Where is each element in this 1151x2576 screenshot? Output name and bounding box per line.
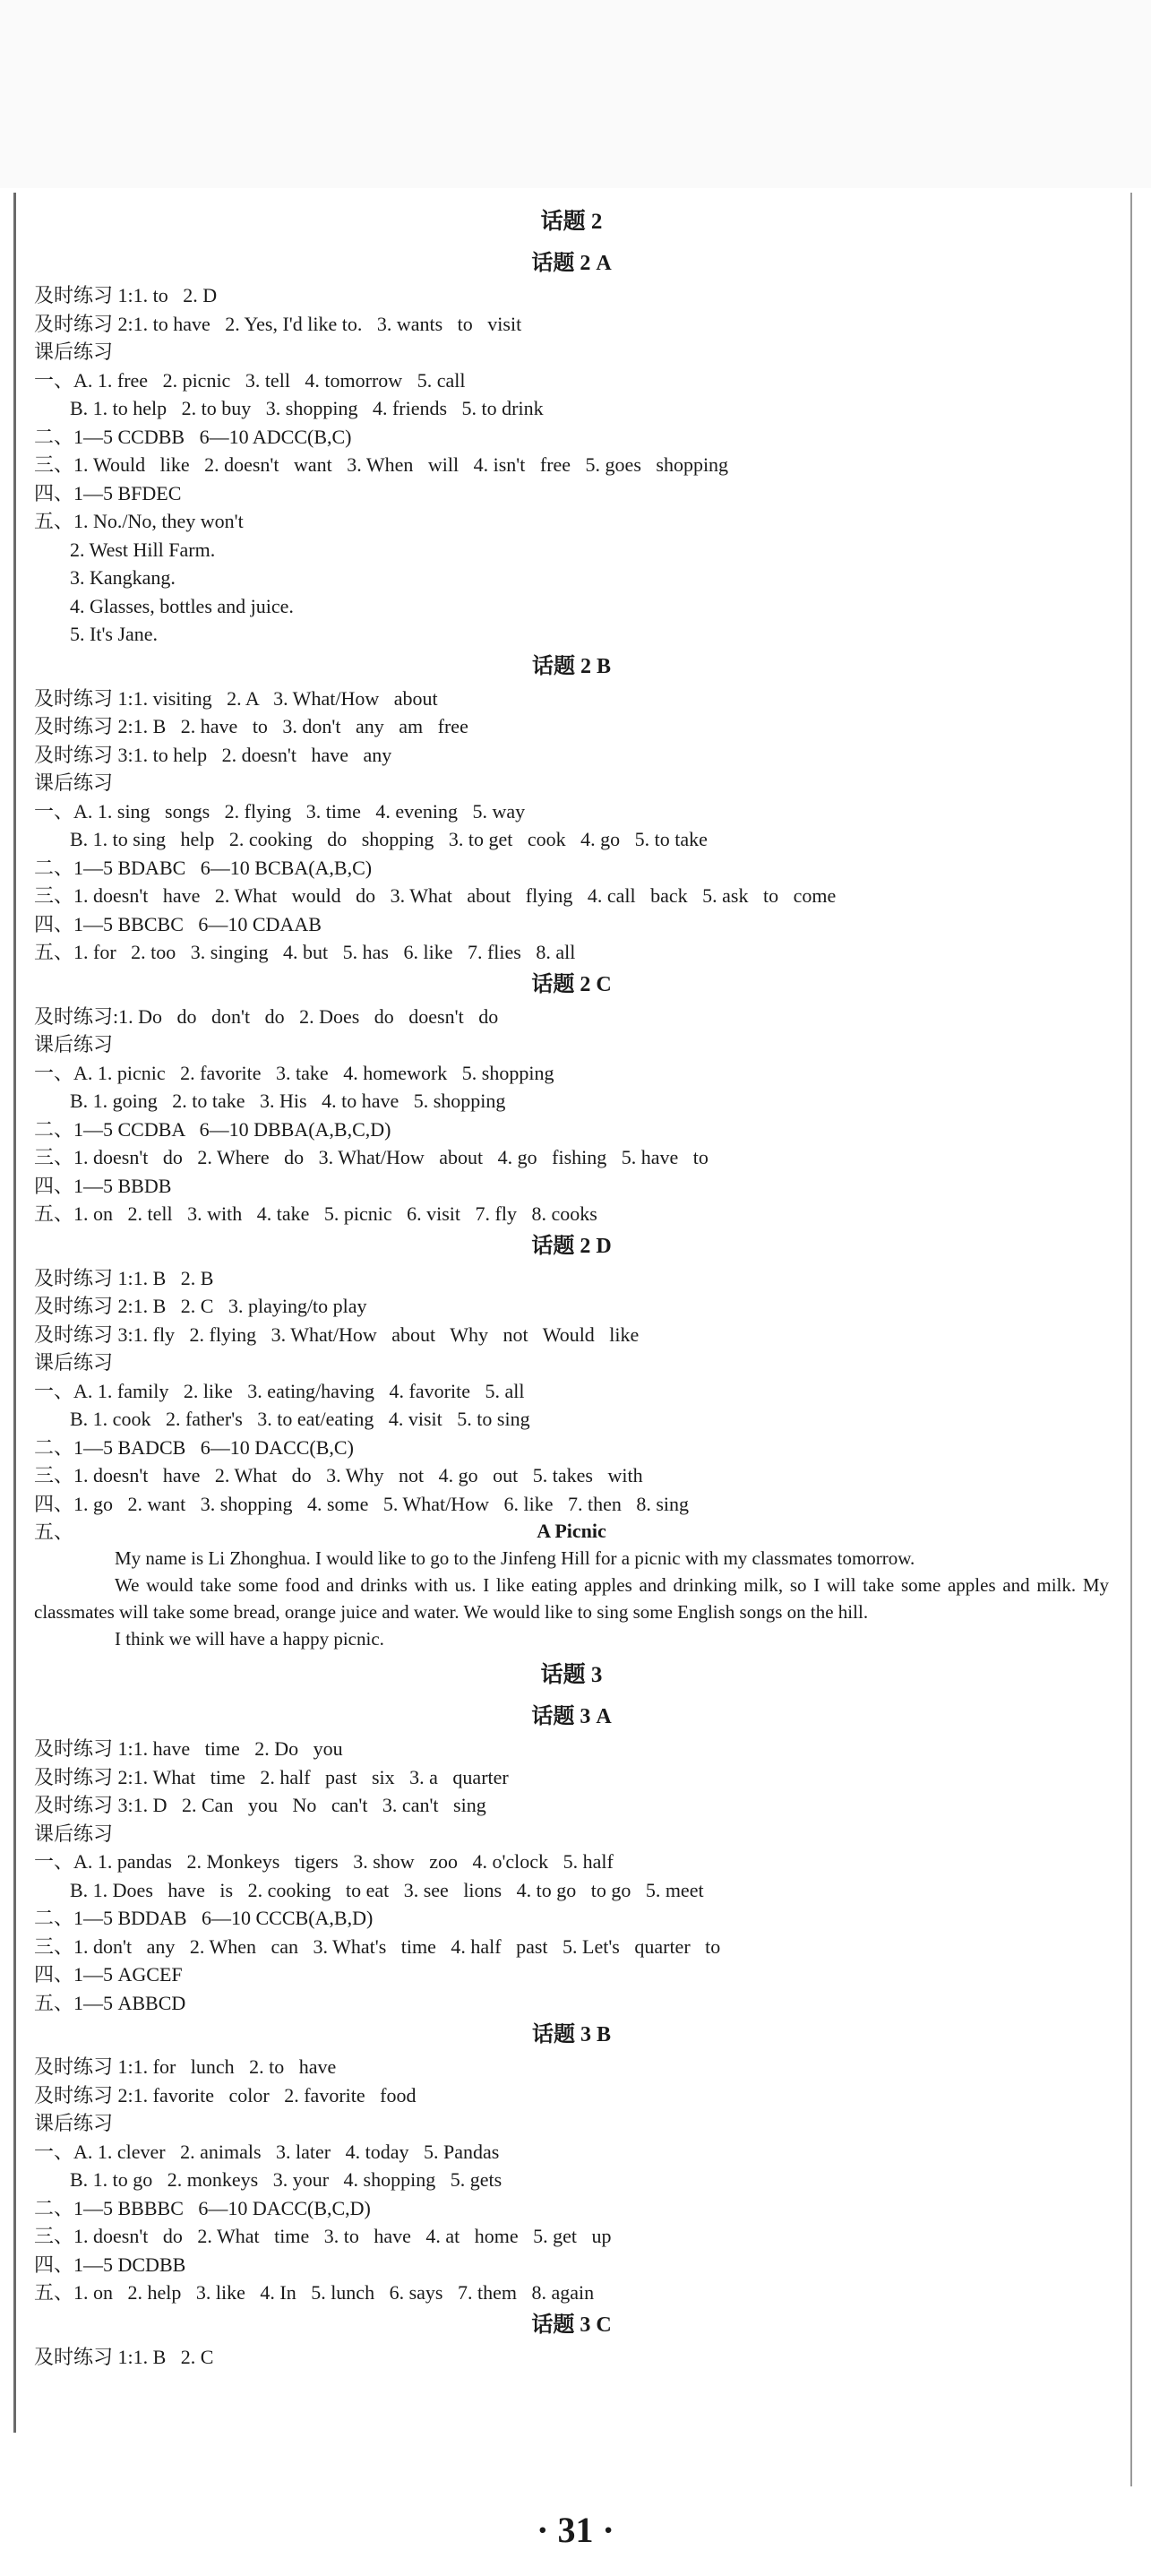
answer-line: 四、1—5 BBDB bbox=[34, 1174, 172, 1197]
answer-line: B. 1. cook 2. father's 3. to eat/eating 4. visit 5. to sing bbox=[70, 1408, 530, 1430]
answer-line: 4. Glasses, bottles and juice. bbox=[70, 594, 294, 617]
answer-line: 二、1—5 BADCB 6—10 DACC(B,C) bbox=[34, 1435, 354, 1459]
answer-key-content bbox=[34, 199, 1109, 2371]
answer-line: B. 1. to sing help 2. cooking do shopping 3. to get cook 4. go 5. to take bbox=[70, 828, 708, 850]
answer-line: 课后练习 bbox=[34, 1351, 114, 1374]
answer-line: 一、A. 1. picnic 2. favorite 3. take 4. homework 5. shopping bbox=[34, 1061, 554, 1084]
answer-line: 二、1—5 CCDBA 6—10 DBBA(A,B,C,D) bbox=[34, 1117, 391, 1141]
section-heading: 话题 3 B bbox=[531, 2023, 611, 2046]
answer-line: 二、1—5 BDDAB 6—10 CCCB(A,B,D) bbox=[34, 1907, 374, 1929]
answer-line: 3. Kangkang. bbox=[70, 566, 176, 589]
topic-heading: 话题 3 bbox=[540, 1663, 603, 1687]
answer-line: 三、1. doesn't have 2. What would do 3. What about flying 4. call back 5. ask to come bbox=[34, 884, 837, 907]
answer-line: 二、1—5 BDABC 6—10 BCBA(A,B,C) bbox=[34, 856, 373, 879]
answer-line: B. 1. to help 2. to buy 3. shopping 4. friends 5. to drink bbox=[70, 397, 544, 419]
answer-line: 五、1—5 ABBCD bbox=[34, 1991, 186, 2014]
essay-label: 五、 bbox=[34, 1521, 74, 1543]
answer-line: 及时练习 2:1. What time 2. half past six 3. a quarter bbox=[34, 1765, 509, 1788]
topic-heading: 话题 2 bbox=[540, 210, 603, 234]
answer-line: 四、1—5 AGCEF bbox=[34, 1963, 183, 1986]
answer-line: 四、1—5 BBCBC 6—10 CDAAB bbox=[34, 912, 322, 935]
section-heading: 话题 2 B bbox=[531, 654, 611, 678]
right-margin-rule bbox=[1130, 193, 1132, 2486]
answer-line: 及时练习:1. Do do don't do 2. Does do doesn't do bbox=[34, 1004, 499, 1028]
answer-line: 五、1. on 2. help 3. like 4. In 5. lunch 6. says 7. them 8. again bbox=[34, 2281, 595, 2304]
answer-line: 五、1. No./No, they won't bbox=[34, 510, 244, 532]
answer-line: 及时练习 2:1. to have 2. Yes, I'd like to. 3. wants to visit bbox=[34, 312, 522, 335]
answer-line: 五、1. for 2. too 3. singing 4. but 5. has 6. like 7. flies 8. all bbox=[34, 941, 576, 963]
answer-line: 二、1—5 BBBBC 6—10 DACC(B,C,D) bbox=[34, 2196, 371, 2219]
section-heading: 话题 3 A bbox=[531, 1705, 612, 1728]
answer-line: 四、1. go 2. want 3. shopping 4. some 5. What/How 6. like 7. then 8. sing bbox=[34, 1492, 690, 1515]
answer-line: 一、A. 1. clever 2. animals 3. later 4. today 5. Pandas bbox=[34, 2140, 500, 2163]
answer-line: 一、A. 1. free 2. picnic 3. tell 4. tomorrow 5. call bbox=[34, 368, 466, 392]
essay-paragraph: We would take some food and drinks with us. I like eating apples and drinking milk, so I will take some apples and milk. My classmates will take some bread, orange juice and water. We would like to sing some English songs on the hill. bbox=[34, 1574, 1109, 1623]
answer-line: 三、1. don't any 2. When can 3. What's time 4. half past 5. Let's quarter to bbox=[34, 1934, 721, 1958]
answer-line: 四、1—5 BFDEC bbox=[34, 481, 182, 504]
answer-line: 三、1. Would like 2. doesn't want 3. When will 4. isn't free 5. goes shopping bbox=[34, 453, 729, 476]
essay-paragraph: My name is Li Zhonghua. I would like to go to the Jinfeng Hill for a picnic with my classmates tomorrow. bbox=[115, 1547, 915, 1569]
answer-line: 5. It's Jane. bbox=[70, 623, 159, 645]
answer-line: 及时练习 1:1. B 2. B bbox=[34, 1266, 214, 1289]
answer-line: 五、1. on 2. tell 3. with 4. take 5. picnic 6. visit 7. fly 8. cooks bbox=[34, 1202, 597, 1225]
answer-line: 及时练习 2:1. B 2. C 3. playing/to play bbox=[34, 1295, 367, 1317]
essay-section bbox=[34, 1518, 1109, 1652]
answer-line: 三、1. doesn't do 2. Where do 3. What/How about 4. go fishing 5. have to bbox=[34, 1146, 709, 1168]
section-heading: 话题 3 C bbox=[531, 2313, 612, 2337]
essay-paragraph: I think we will have a happy picnic. bbox=[115, 1628, 384, 1650]
answer-line: 三、1. doesn't do 2. What time 3. to have 4. at home 5. get up bbox=[34, 2225, 612, 2247]
answer-line: 及时练习 1:1. visiting 2. A 3. What/How about bbox=[34, 686, 438, 710]
answer-line: 一、A. 1. sing songs 2. flying 3. time 4. evening 5. way bbox=[34, 799, 526, 823]
page-number: · 31 · bbox=[537, 2510, 614, 2550]
answer-line: 及时练习 3:1. fly 2. flying 3. What/How about Why not Would like bbox=[34, 1322, 640, 1346]
answer-line: 一、A. 1. pandas 2. Monkeys tigers 3. show zoo 4. o'clock 5. half bbox=[34, 1850, 614, 1873]
answer-line: 2. West Hill Farm. bbox=[70, 538, 216, 561]
answer-line: 课后练习 bbox=[34, 340, 114, 363]
answer-line: 及时练习 1:1. to 2. D bbox=[34, 284, 218, 306]
answer-line: B. 1. going 2. to take 3. His 4. to have 5. shopping bbox=[70, 1090, 506, 1112]
section-heading: 话题 2 D bbox=[531, 1234, 612, 1258]
answer-line: 课后练习 bbox=[34, 1033, 114, 1055]
answer-line: 课后练习 bbox=[34, 771, 114, 794]
section-heading: 话题 2 C bbox=[531, 972, 612, 996]
answer-line: 及时练习 3:1. to help 2. doesn't have any bbox=[34, 743, 392, 766]
answer-line: 三、1. doesn't have 2. What do 3. Why not 4. go out 5. takes with bbox=[34, 1464, 643, 1486]
answer-line: 课后练习 bbox=[34, 1822, 114, 1845]
answer-line: 及时练习 1:1. for lunch 2. to have bbox=[34, 2055, 337, 2078]
answer-line: B. 1. Does have is 2. cooking to eat 3. see lions 4. to go to go 5. meet bbox=[70, 1878, 704, 1901]
answer-line: 及时练习 1:1. have time 2. Do you bbox=[34, 1737, 343, 1760]
answer-line: 及时练习 3:1. D 2. Can you No can't 3. can't sing bbox=[34, 1794, 486, 1816]
answer-line: 及时练习 1:1. B 2. C bbox=[34, 2345, 214, 2368]
essay-title: A Picnic bbox=[537, 1520, 606, 1542]
page-top-margin bbox=[0, 0, 1151, 188]
answer-line: B. 1. to go 2. monkeys 3. your 4. shopping 5. gets bbox=[70, 2168, 502, 2191]
answer-line: 二、1—5 CCDBB 6—10 ADCC(B,C) bbox=[34, 425, 352, 448]
answer-line: 及时练习 2:1. favorite color 2. favorite food bbox=[34, 2083, 417, 2106]
section-heading: 话题 2 A bbox=[531, 252, 612, 275]
answer-line: 四、1—5 DCDBB bbox=[34, 2253, 186, 2276]
answer-line: 课后练习 bbox=[34, 2112, 114, 2134]
left-margin-rule bbox=[13, 193, 16, 2433]
answer-line: 一、A. 1. family 2. like 3. eating/having 4. favorite 5. all bbox=[34, 1379, 525, 1402]
answer-line: 及时练习 2:1. B 2. have to 3. don't any am free bbox=[34, 715, 468, 737]
